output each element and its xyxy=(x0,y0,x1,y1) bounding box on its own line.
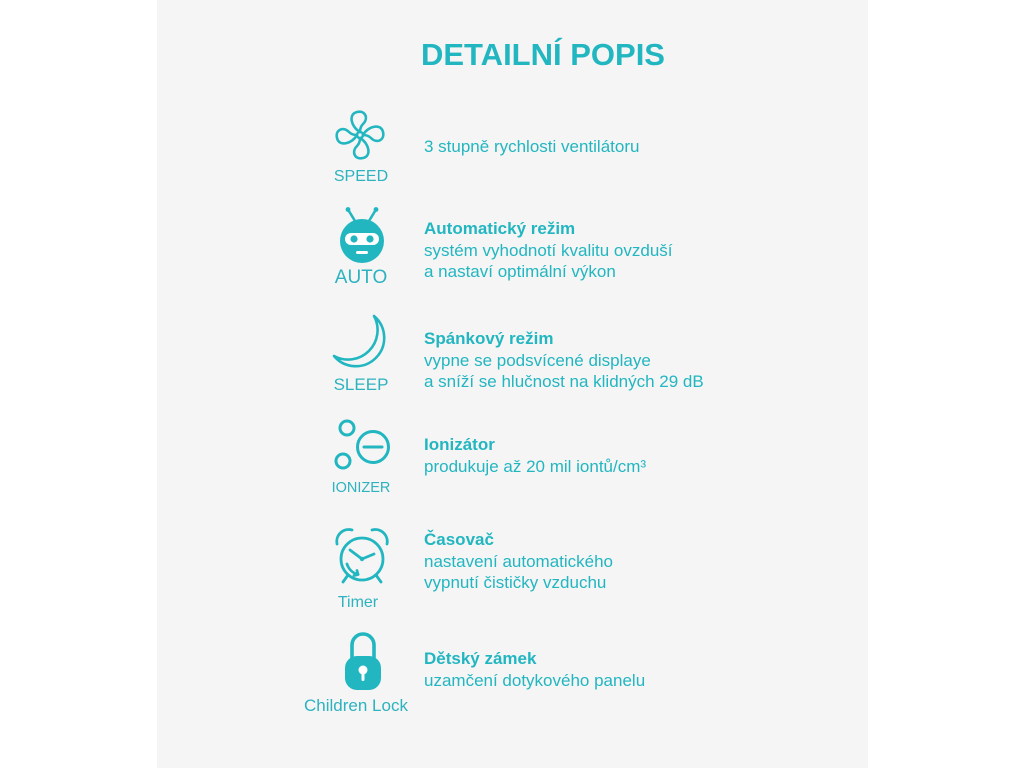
feature-description xyxy=(424,529,740,594)
feature-description-line: a nastaví optimální výkon xyxy=(424,262,616,281)
feature-description xyxy=(424,434,740,477)
feature-speed xyxy=(280,105,740,205)
feature-description-line: produkuje až 20 mil iontů/cm³ xyxy=(424,456,647,476)
robot-icon xyxy=(338,205,386,265)
feature-icon-label: Children Lock xyxy=(304,696,408,715)
feature-description xyxy=(424,136,740,158)
feature-description-line: uzamčení dotykového panelu xyxy=(424,670,646,690)
ionizer-icon xyxy=(333,418,391,472)
feature-icon-label: SLEEP xyxy=(333,375,389,394)
feature-description-line: nastavení automatického xyxy=(424,551,614,571)
feature-children-lock xyxy=(280,626,740,726)
feature-description-line: systém vyhodnotí kvalitu ovzduší xyxy=(424,240,673,260)
feature-ionizer xyxy=(280,416,740,516)
feature-icon-label: IONIZER xyxy=(331,480,391,496)
feature-title: Ionizátor xyxy=(424,435,495,454)
feature-description-line: vypne se podsvícené displaye xyxy=(424,350,651,370)
feature-description-line: a sníží se hlučnost na klidných 29 dB xyxy=(424,372,704,391)
feature-title: Dětský zámek xyxy=(424,649,537,668)
feature-description-line: vypnutí čističky vzduchu xyxy=(424,573,607,592)
page-title: DETAILNÍ POPIS xyxy=(420,37,665,72)
feature-description xyxy=(424,218,740,283)
feature-icon-label: SPEED xyxy=(333,168,389,185)
feature-title: Automatický režim xyxy=(424,219,576,238)
feature-title: Časovač xyxy=(424,530,494,549)
feature-title: Spánkový režim xyxy=(424,329,554,348)
alarm-clock-icon xyxy=(332,525,392,587)
feature-description-line: 3 stupně rychlosti ventilátoru xyxy=(424,137,640,156)
feature-icon-label: Timer xyxy=(337,594,379,611)
fan-icon xyxy=(334,109,386,161)
padlock-icon xyxy=(342,628,384,692)
feature-timer xyxy=(280,523,740,623)
feature-description xyxy=(424,648,740,691)
feature-description xyxy=(424,328,740,393)
moon-icon xyxy=(332,314,386,370)
feature-auto xyxy=(280,203,740,303)
feature-sleep xyxy=(280,312,740,412)
feature-icon-label: AUTO xyxy=(334,267,388,288)
